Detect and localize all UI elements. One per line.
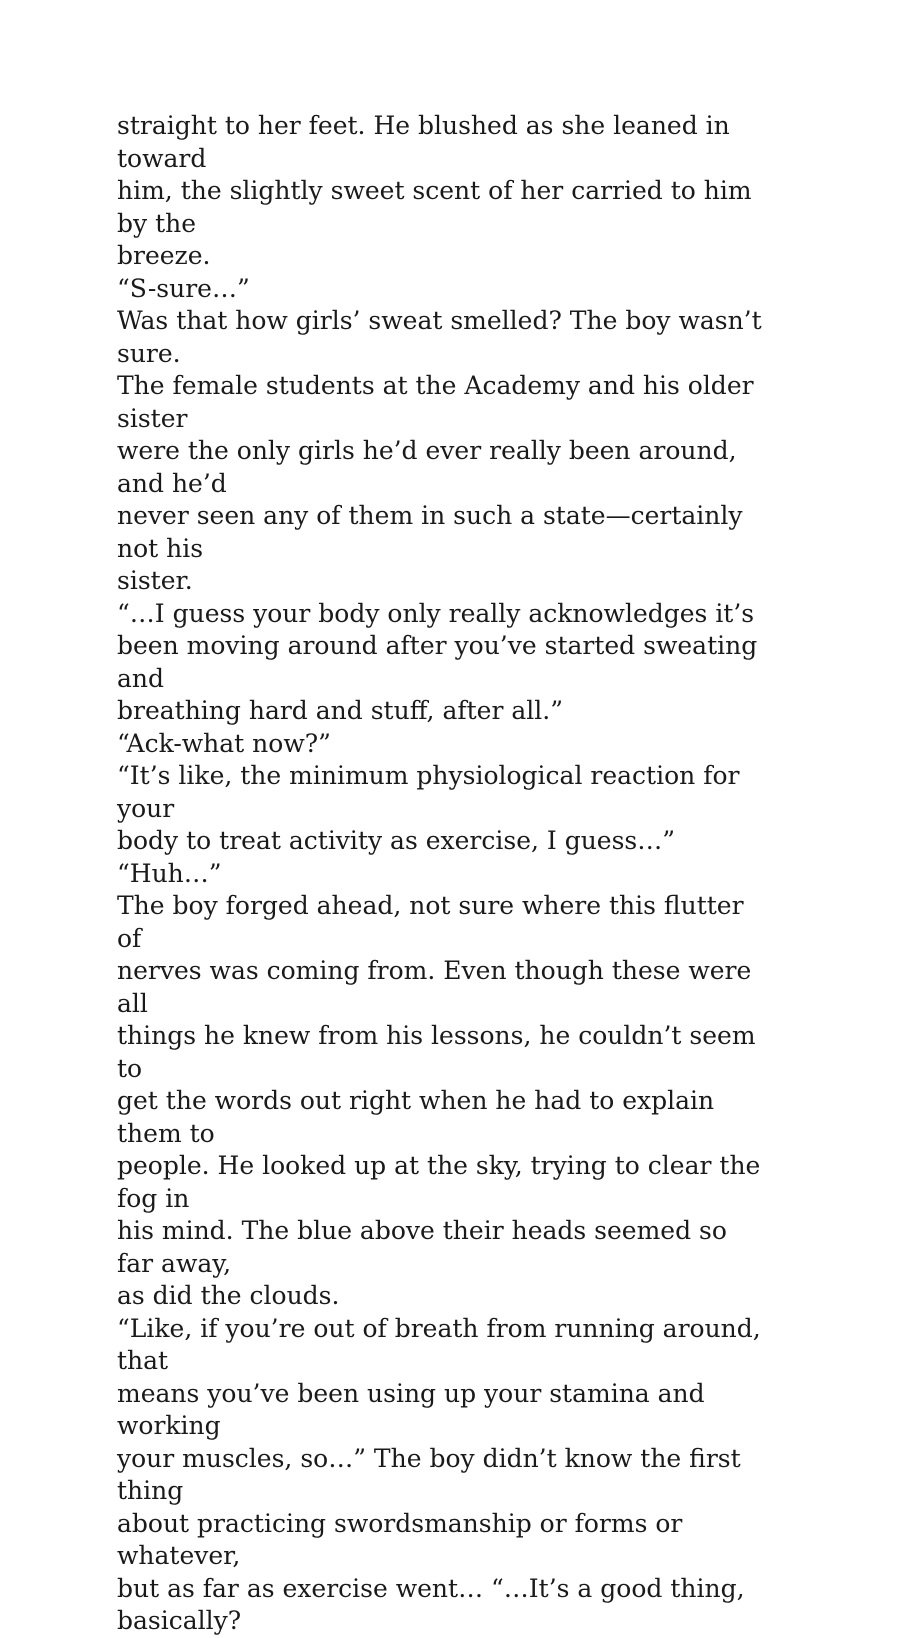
paragraph: “Huh…” xyxy=(117,858,222,888)
paragraph: Was that how girls’ sweat smelled? The boy wasn’t sure. The female students at the Academy and his older sister were the only girls he’d ever really been around, and he’d never seen any of them in such a state—certainly not his sister. xyxy=(117,306,762,595)
paragraph: “S-sure…” xyxy=(117,273,250,303)
paragraph: “Like, if you’re out of breath from running around, that means you’ve been using up your stamina and working your muscles, so…” The boy didn’t know the first thing about practicing swordsmanship or forms or whatever, but as far as exercise went… “…It’s a good thing, basically? xyxy=(117,1313,761,1635)
paragraph: The boy forged ahead, not sure where this flutter of nerves was coming from. Even though these were all things he knew from his lessons, he couldn’t seem to get the words out right when he had to explain them to people. He looked up at the sky, trying to clear the fog in his mind. The blue above their heads seemed so far away, as did the clouds. xyxy=(117,891,761,1310)
paragraph: “It’s like, the minimum physiological reaction for your body to treat activity as exercise, I guess…” xyxy=(117,761,740,855)
paragraph: straight to her feet. He blushed as she leaned in toward him, the slightly sweet scent of her carried to him by the breeze. xyxy=(117,111,752,270)
paragraph: “Ack-what now?” xyxy=(117,728,331,758)
paragraph: “…I guess your body only really acknowledges it’s been moving around after you’ve started sweating and breathing hard and stuff, after all.” xyxy=(117,598,758,725)
book-page xyxy=(117,110,767,1638)
